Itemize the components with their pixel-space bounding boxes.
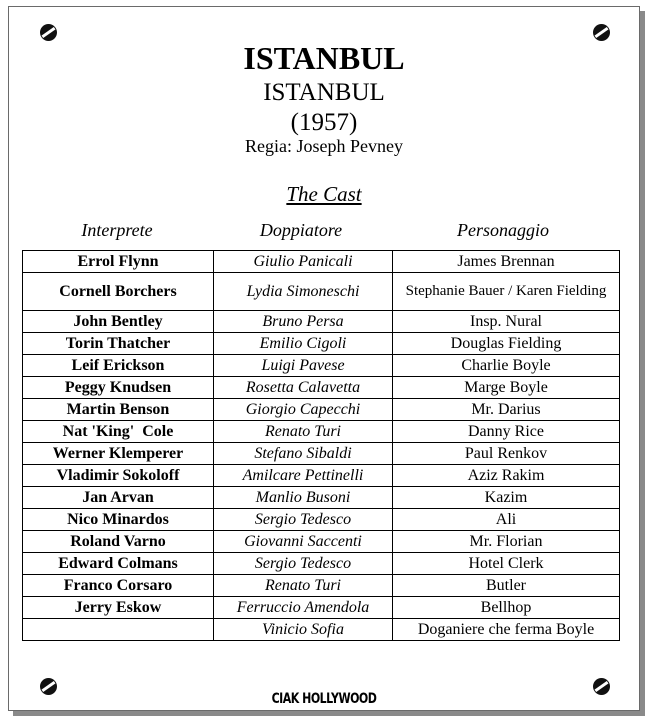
dubber-cell: Stefano Sibaldi xyxy=(214,443,393,465)
table-row xyxy=(23,465,620,487)
character-cell: Butler xyxy=(393,575,620,597)
actor-cell: Nico Minardos xyxy=(23,509,214,531)
screw-icon xyxy=(593,24,610,41)
dubber-cell: Sergio Tedesco xyxy=(214,509,393,531)
table-row xyxy=(23,377,620,399)
dubber-cell: Rosetta Calavetta xyxy=(214,377,393,399)
table-row xyxy=(23,333,620,355)
table-row xyxy=(23,399,620,421)
director-credit: Regia: Joseph Pevney xyxy=(245,136,403,156)
character-cell: Danny Rice xyxy=(393,421,620,443)
actor-cell: Errol Flynn xyxy=(23,251,214,273)
actor-cell: Cornell Borchers xyxy=(23,273,214,311)
actor-cell: Jan Arvan xyxy=(23,487,214,509)
dubber-cell: Luigi Pavese xyxy=(214,355,393,377)
table-row xyxy=(23,553,620,575)
table-row xyxy=(23,251,620,273)
column-header-dubber: Doppiatore xyxy=(259,220,343,240)
table-row xyxy=(23,355,620,377)
actor-cell: Vladimir Sokoloff xyxy=(23,465,214,487)
column-headers xyxy=(22,219,616,241)
column-header-actor: Interprete xyxy=(81,220,153,240)
dubber-cell: Amilcare Pettinelli xyxy=(214,465,393,487)
actor-cell: Jerry Eskow xyxy=(23,597,214,619)
column-header-character: Personaggio xyxy=(457,220,549,240)
table-row xyxy=(23,597,620,619)
release-year: (1957) xyxy=(290,109,358,136)
table-row xyxy=(23,575,620,597)
dubber-cell: Emilio Cigoli xyxy=(214,333,393,355)
table-row xyxy=(23,487,620,509)
dubber-cell: Vinicio Sofia xyxy=(214,619,393,641)
dubber-cell: Renato Turi xyxy=(214,421,393,443)
italian-title: ISTANBUL xyxy=(263,79,385,106)
table-row xyxy=(23,311,620,333)
screw-icon xyxy=(40,24,57,41)
dubber-cell: Manlio Busoni xyxy=(214,487,393,509)
dubber-cell: Renato Turi xyxy=(214,575,393,597)
table-row xyxy=(23,273,620,311)
actor-cell: Franco Corsaro xyxy=(23,575,214,597)
actor-cell: Martin Benson xyxy=(23,399,214,421)
ciak-hollywood-logo: CIAK HOLLYWOOD xyxy=(271,690,377,707)
actor-cell: Leif Erickson xyxy=(23,355,214,377)
character-cell: Bellhop xyxy=(393,597,620,619)
character-cell: Charlie Boyle xyxy=(393,355,620,377)
character-cell: Paul Renkov xyxy=(393,443,620,465)
actor-cell xyxy=(23,619,214,641)
character-cell: Marge Boyle xyxy=(393,377,620,399)
character-cell: Kazim xyxy=(393,487,620,509)
table-row xyxy=(23,421,620,443)
dubber-cell: Giovanni Saccenti xyxy=(214,531,393,553)
actor-cell: Werner Klemperer xyxy=(23,443,214,465)
character-cell: Mr. Florian xyxy=(393,531,620,553)
character-cell: Mr. Darius xyxy=(393,399,620,421)
character-cell: Doganiere che ferma Boyle xyxy=(393,619,620,641)
dubber-cell: Bruno Persa xyxy=(214,311,393,333)
page-title: ISTANBUL xyxy=(243,40,405,76)
character-cell: Ali xyxy=(393,509,620,531)
character-cell: Aziz Rakim xyxy=(393,465,620,487)
cast-plaque xyxy=(8,6,640,711)
table-row xyxy=(23,509,620,531)
table-row xyxy=(23,619,620,641)
actor-cell: Roland Varno xyxy=(23,531,214,553)
character-cell: Insp. Nural xyxy=(393,311,620,333)
character-cell: Hotel Clerk xyxy=(393,553,620,575)
dubber-cell: Lydia Simoneschi xyxy=(214,273,393,311)
dubber-cell: Sergio Tedesco xyxy=(214,553,393,575)
actor-cell: John Bentley xyxy=(23,311,214,333)
actor-cell: Torin Thatcher xyxy=(23,333,214,355)
dubber-cell: Giorgio Capecchi xyxy=(214,399,393,421)
character-cell: James Brennan xyxy=(393,251,620,273)
actor-cell: Nat 'King' Cole xyxy=(23,421,214,443)
table-row xyxy=(23,443,620,465)
table-row xyxy=(23,531,620,553)
character-cell: Douglas Fielding xyxy=(393,333,620,355)
actor-cell: Peggy Knudsen xyxy=(23,377,214,399)
cast-table xyxy=(22,250,620,641)
dubber-cell: Ferruccio Amendola xyxy=(214,597,393,619)
cast-heading: The Cast xyxy=(286,182,362,206)
character-cell: Stephanie Bauer / Karen Fielding xyxy=(393,273,620,311)
dubber-cell: Giulio Panicali xyxy=(214,251,393,273)
actor-cell: Edward Colmans xyxy=(23,553,214,575)
